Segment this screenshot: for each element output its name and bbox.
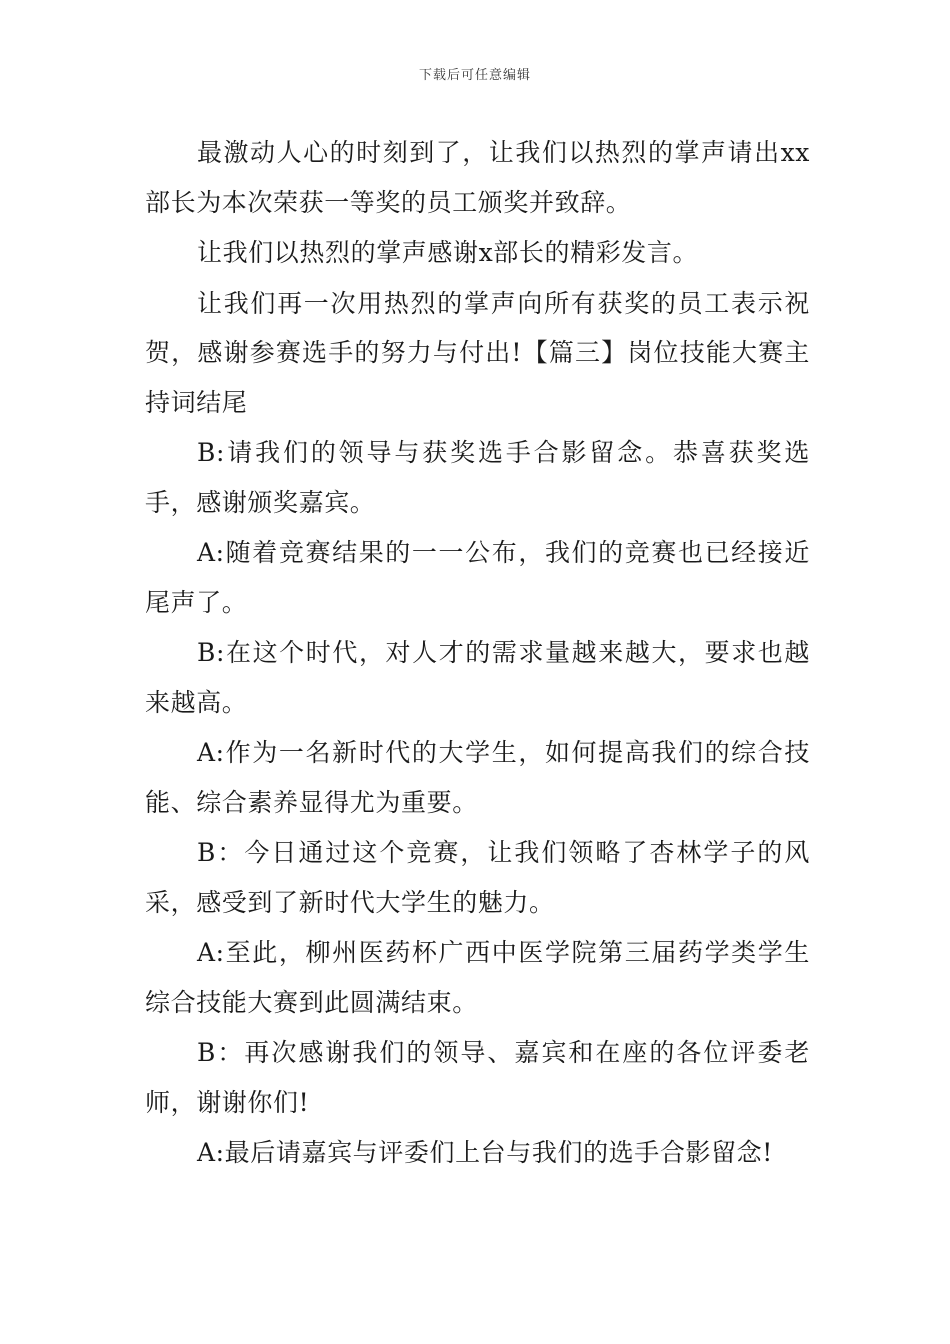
paragraph-4: B:请我们的领导与获奖选手合影留念。恭喜获奖选手，感谢颁奖嘉宾。 xyxy=(145,438,810,517)
paragraph-1: 最激动人心的时刻到了，让我们以热烈的掌声请出xx部长为本次荣获一等奖的员工颁奖并致辞。 xyxy=(145,138,810,217)
paragraph-7: A:作为一名新时代的大学生，如何提高我们的综合技能、综合素养显得尤为重要。 xyxy=(145,738,810,817)
paragraph-11: A:最后请嘉宾与评委们上台与我们的选手合影留念! xyxy=(197,1138,773,1167)
header-note: 下载后可任意编辑 xyxy=(418,68,531,83)
paragraph-3: 让我们再一次用热烈的掌声向所有获奖的员工表示祝贺，感谢参赛选手的努力与付出!【篇三】岗位技能大赛主持词结尾 xyxy=(145,288,810,417)
paragraph-5: A:随着竞赛结果的一一公布，我们的竞赛也已经接近尾声了。 xyxy=(145,538,810,617)
paragraph-9: A:至此，柳州医药杯广西中医学院第三届药学类学生综合技能大赛到此圆满结束。 xyxy=(145,938,810,1017)
paragraph-10: B：再次感谢我们的领导、嘉宾和在座的各位评委老师，谢谢你们! xyxy=(145,1038,810,1117)
paragraph-2: 让我们以热烈的掌声感谢x部长的精彩发言。 xyxy=(197,238,699,267)
document-body xyxy=(145,128,810,1179)
paragraph-8: B：今日通过这个竞赛，让我们领略了杏林学子的风采，感受到了新时代大学生的魅力。 xyxy=(145,838,810,917)
paragraph-6: B:在这个时代，对人才的需求量越来越大，要求也越来越高。 xyxy=(145,638,810,717)
